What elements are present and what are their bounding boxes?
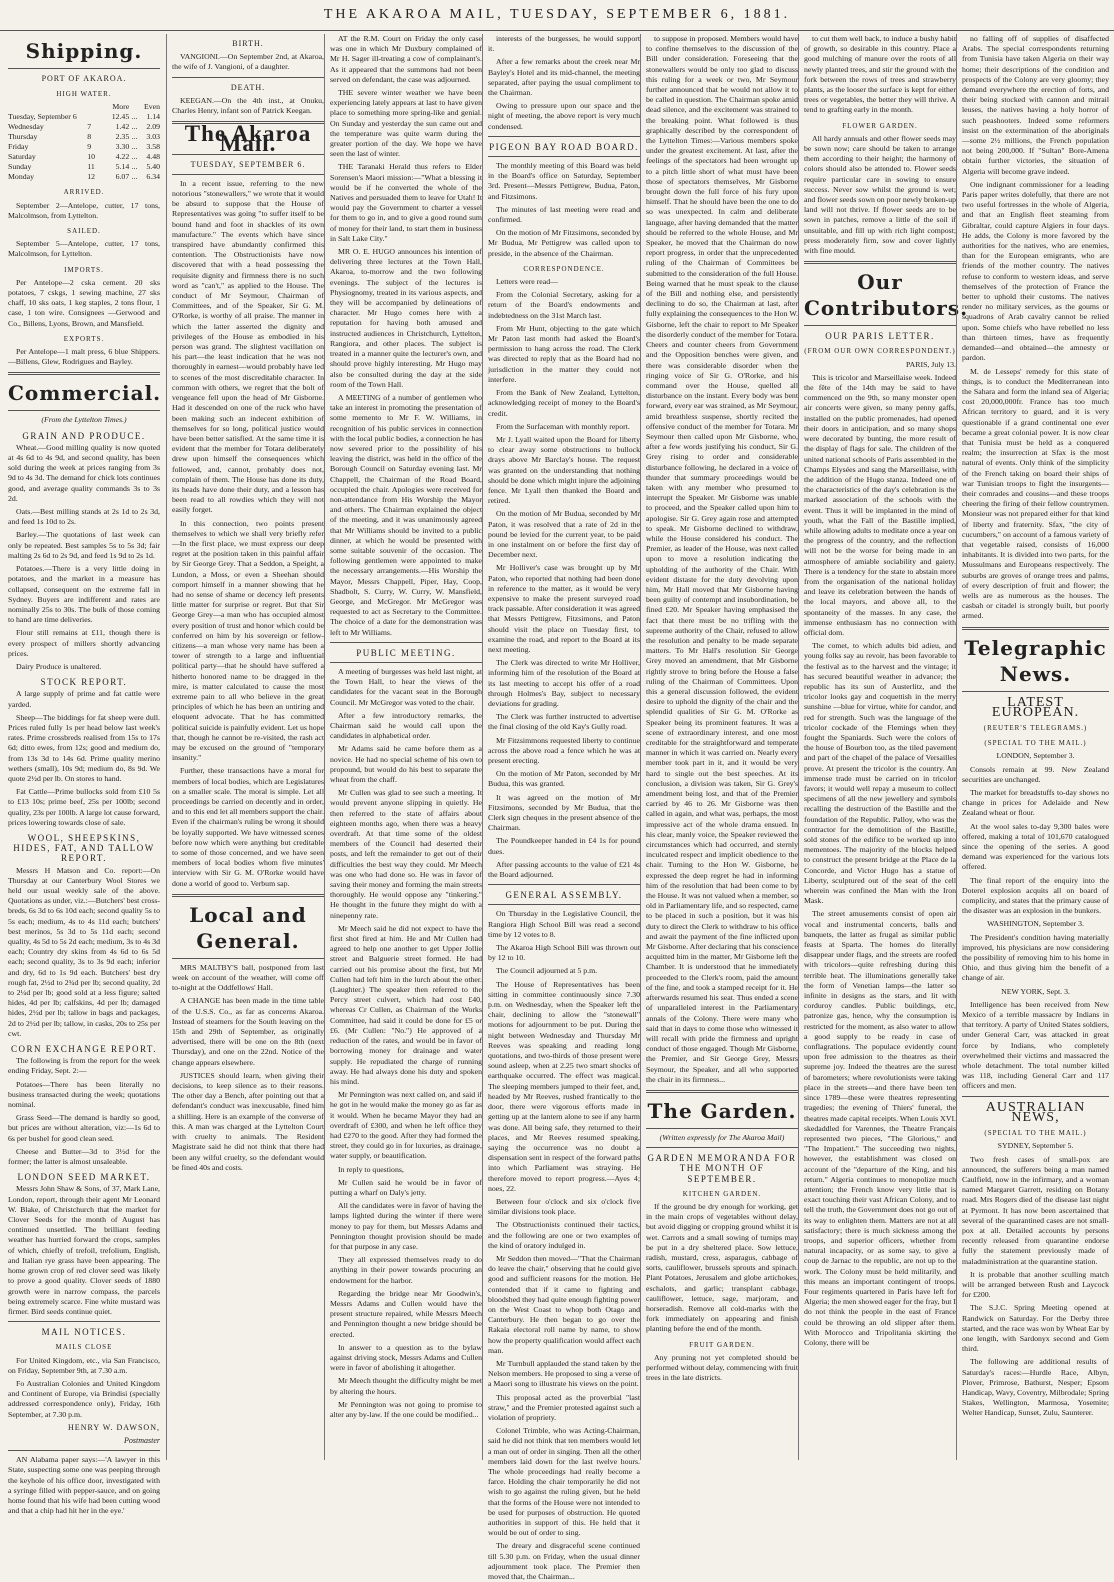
paragraph: They all expressed themselves ready to do anything in their power towards procuring an endowment for the harbor. bbox=[330, 1255, 482, 1285]
divider bbox=[646, 1090, 798, 1093]
paragraph: Messrs John Shaw & Sons, of 37, Mark Lane, London, report, through their agent Mr Leonard W. Blake, of Christchurch that the market for Clover Seeds for the month of August has continued unsettled. The brilliant feeding weather has hurried forward the crops, samples of which, chiefly of trefoil, trefolium, English, and Italian rye grass have been appearing. The home grown crop of red clover seed was likely to prove a good quality. Clover seeds of 1880 growth were in narrow compass, the parcels being extremely scarce. Fine white mustard was firmer. Bird seeds continue quiet. bbox=[8, 1184, 160, 1316]
divider bbox=[8, 372, 160, 375]
tide-day: Friday bbox=[8, 142, 29, 152]
paragraph: Fat Cattle—Prime bullocks sold from £10 5s to £13 10s; prime beef, 25s per 100lb; second quality, 23s per 100lb. A large lot cause forward, prices lowering towards close of sale. bbox=[8, 787, 160, 827]
tide-date: 11 bbox=[87, 162, 95, 172]
tide-row bbox=[8, 172, 160, 182]
mails-close: MAILS CLOSE bbox=[55, 1343, 113, 1352]
commercial-source: (From the Lyttelton Times.) bbox=[41, 415, 127, 425]
paragraph: It was agreed on the motion of Mr Fitzsimons, seconded by Mr Budua, that the Clerk sign cheques in the present absence of the Chairman. bbox=[488, 792, 640, 833]
tide-evening: 6.34 bbox=[146, 172, 160, 182]
paragraph: interests of the burgesses, he would support it. bbox=[488, 34, 640, 54]
divider bbox=[962, 1096, 1109, 1097]
tide-evening: 3.03 bbox=[146, 132, 160, 142]
paragraph: A meeting of burgesses was held last night, at the Town Hall, to hear the views of the candidates for the vacant seat in the Borough Council. Mr McGregor was voted to the chair. bbox=[330, 666, 482, 707]
tide-dots: ... bbox=[131, 112, 138, 122]
divider bbox=[172, 174, 324, 175]
leader-paragraph: In this connection, two points present themselves to which we shall very briefly refer—In the first place, we must express our deep regret at the position taken in this painful affair by Sir George Grey. That a Seddon, a Speight, a Lundon, a Moss, or even a Sheehan should comport himself in a manner showing that he had no sense of shame or decency left presents little matter for surprise or regret. But that Sir George Grey—a man who has occupied almost every position of trust and honor which could be conferred on him by his sovereign or fellow-citizens—a man whose very name has been a tower of strength to a large and influential political party—that he should have suffered a hitherto honored name to be dragged in the mire, is matter calculated to cause the most extreme pain to all who believe in the great principles of which he has been an untiring and eloquent advocate. That he has committed political suicide is painfully evident. Let us hope that, though he cannot be re-visited, the rash act may be excused on the ground of "temporary insanity." bbox=[172, 518, 325, 763]
paris-letter-date: PARIS, July 13. bbox=[906, 359, 956, 369]
divider bbox=[8, 410, 160, 411]
dateline: SYDNEY, September 5. bbox=[997, 1141, 1074, 1151]
seed-heading: LONDON SEED MARKET. bbox=[17, 1172, 151, 1183]
paragraph: Mr Pennington was not going to promise to alter any by-law. If the one could be modified... bbox=[330, 1399, 482, 1419]
sailed-heading: SAILED. bbox=[67, 227, 101, 236]
paragraph: Mr Meech said he did not expect to have the first shot fired at him. He and Mr Cullen had agreed to help one another to get Upper Jollie street and Balguerie street formed. He had carried out his promise about the first, but Mr Cullen had left him in the lurch about the other. (Laughter.) The speaker then referred to the Percy street culvert, which had cost £40, whereas Cr Cullen, as Chairman of the Works Committee, had said it could be done for £5 or £6. (Mr Cullen: "No.") He approved of a reduction of the rates, and would be in favor of borrowing money for drainage and water supply. He repudiated the charge of running away. He had always done his duty and spoken his mind. bbox=[330, 923, 482, 1086]
tide-date: 10 bbox=[87, 152, 96, 162]
tide-day: Tuesday, September 6 bbox=[8, 112, 77, 122]
leader-paragraph: Further, these transactions have a moral for members of local bodies, which are Legislatures on a smaller scale. The moral is simple. Let all proceedings be carried on decently and in order, and to this end let all members support the chair. Even if the chairman's ruling be wrong it should be loyally supported. We have witnessed scenes before now which were anything but creditable to some of those concerned, and we have seen members of local bodies whom five minutes' interview with Sir G. M. O'Rorke would have done a world of good to. Verbum sap. bbox=[172, 766, 324, 888]
paragraph: The following are additional results of Saturday's races:—Hurdle Race, Albyn, Plover, Primrose, Bathurst, Nesper; Epsom Handicap, Wavy, Coventry, Milbrodale; Spring Stakes, Wellington, Marmosa, Yosemite; Welter Handicap, Sunset, Zulu, Saunterer. bbox=[962, 1357, 1109, 1418]
tide-header-cell: More bbox=[112, 102, 130, 112]
tide-table bbox=[8, 102, 160, 182]
death-heading: DEATH. bbox=[230, 82, 266, 92]
column-3 bbox=[324, 34, 486, 1460]
paragraph: Mr Cullen was glad to see such a meeting. It would prevent anyone slipping in quietly. He then referred to the state of affairs about eighteen months ago, when there was a heavy overdraft. At that time some of the oldest members of the Council had deserted their posts, and left the remainder to get out of their difficulties the best way they could. Mr Meech was one who had done so. He was in favor of saving their money and forming the main streets thoroughly. He would oppose any "tinkering." He thought in the future they might do with a ninepenny rate. bbox=[330, 788, 482, 920]
leader-paragraph: In a recent issue, referring to the new notorious "stonewallers," we wrote that it would be absurd to suppose that the House of Representatives was going "to suffer itself to be bound hand and foot in shackles of its own manufacture." The events which have since transpired have abundantly confirmed this contention. The Obstructionists have now discovered that with a head possessing the requisite dignity and firmness there is no such word as "can't," as applied to the House. The conduct of Mr Seymour, Chairman of Committees, and of the Speaker, Sir G. M. O'Rorke, is worthy of all praise. The manner in which the latter asserted the dignity and privileges of the House as embodied in his person was grand. The slightest vacillation on his part—the least indication that he was not thoroughly in earnest—would probably have led to scenes of the most discreditable character. In common with others, we regret that the bolt of vengeance fell upon the head of Mr Gisborne. Had it descended on one of the ruck who have been making such an indecent exhibition of themselves for so long, political justice would have been better satisfied. At the same time it is evident that the member for Totara deliberately drew upon himself the consequences which followed, and, cannot, probably does not, complain of them. The House has done its duty, its heads have done their duty, and a lesson has been read to all rowdies which they will not easily forget. bbox=[172, 178, 324, 515]
tide-date: 12 bbox=[87, 172, 96, 182]
paragraph: The following is from the report for the week ending Friday, Sept. 2:— bbox=[8, 1056, 160, 1076]
tide-day: Wednesday bbox=[8, 122, 44, 132]
divider bbox=[172, 77, 324, 78]
local-heading: Local and General. bbox=[189, 902, 307, 953]
tide-evening: 5.40 bbox=[146, 162, 160, 172]
paragraph: On the motion of Mr Paton, seconded by Mr Budua, this was granted. bbox=[488, 769, 640, 789]
divider bbox=[330, 642, 482, 643]
paragraph: Mr Fitzsimmons requested liberty to continue across the above road a fence which he was at present erecting. bbox=[488, 735, 640, 765]
postmaster-title: Postmaster bbox=[124, 1435, 160, 1445]
paragraph: After passing accounts to the value of £21 4s the Board adjourned. bbox=[488, 859, 640, 880]
shipping-heading: Shipping. bbox=[25, 39, 143, 63]
paragraph: Dairy Produce is unaltered. bbox=[16, 661, 102, 671]
divider bbox=[488, 156, 640, 157]
imports-text: Per Antelope—2 cska cement. 20 sks potatoes, 7 cskgs, 1 sewing machine, 27 sks chaff, 10 sks oats, 1 keg staples, 2 tons flour, 1 case, 1 ton wire. Consignees —Gerwood and Co., Billens, Lyons, Brown, and Mansfield. bbox=[8, 277, 160, 328]
divider bbox=[488, 904, 640, 905]
tide-header-row bbox=[8, 102, 160, 112]
paragraph: MR O. E. HUGO announces his intention of delivering three lectures at the Town Hall, Akaroa, to-morrow and the two following evenings. The subject of the lectures is Physiognomy, treated in its various aspects, and they will be accompanied by delineations of character. Mr Hugo comes here with a reputation for having both amused and instructed audiences in Christchurch, Lyttelton, Rangiora, and other places. The subject is treated in a manner quite the lecturer's own, and should prove highly interesting. Mr Hugo may also be consulted during the day at the side room of the Town Hall. bbox=[330, 247, 482, 389]
paragraph: Flour still remains at £11, though there is every prospect of millers shortly advancing prices. bbox=[8, 628, 160, 658]
column-1 bbox=[8, 34, 164, 1516]
public-meeting-heading: PUBLIC MEETING. bbox=[356, 647, 456, 658]
fruit-garden-heading: FRUIT GARDEN. bbox=[689, 1340, 755, 1349]
paragraph: The President's condition having materially improved, his physicians are now considering the possibility of removing him to his home in Ohio, and thus giving him the benefit of a change of air. bbox=[962, 932, 1109, 983]
paragraph: The Obstructionists continued their tactics, and the following are one or two examples of the kind of oratory indulged in. bbox=[488, 1220, 640, 1250]
paragraph: to suppose in proposed. Members would have to confine themselves to the discussion of the Bill under consideration. Foreseeing that the stonewallers would be only too glad to discuss this ruling for a week or two, Mr Seymour further announced that he would not allow it to be called in question. The Chairman spoke amid dead silence, and the excitement was strained to the breaking point. What followed is thus graphically described by the correspondent of the Lyttelton Times:—Various members spoke under the greatest excitement. At last, after the feelings of the spectators had been wrought up to a pitch little short of what must have been those of spectators themselves, Mr Gisborne brought down the full force of his fury upon himself. That he should have been the one to do so was unexpected. In calm and deliberate language, after having demanded that the matter should be referred to the whole House, and Mr Speaker, he moved that the Chairman do now report progress, in order that the unprecedented ruling of the Chairman of Committees be submitted to the consideration of the full House. Being warned that he must speak to the clause of the Bill and nothing else, and persistently declining to do so, the Chairman at last, after fully explaining the consequences to the Hon W. Gisborne, left the chair to report to Mr Speaker the disorderly conduct of the member for Totara. Cheers and counter cheers from Government and the Opposition benches were given, and there was considerable disorder when the ringing voice of Sir G. O'Rorke, and his command over the House, quelled all disturbance on the instant. Every body was bent forward, every ear was strained, as Mr Seymour, amid breathless suspense, shortly recited the offensive conduct of the member for Totara. Mr Seymour then called upon Mr Gisborne, who, after a few words justifying his conduct, Sir G. Grey rising to order and considerable disturbance following, he declared in a voice of thunder that summary proceedings would be taken with any member who presumed to interrupt the Speaker. Mr Gisborne was unable to proceed, and the Speaker called upon him to apologise. Sir G. Grey again rose and attempted to speak. Mr Gisborne declined to withdraw, while the House considered his conduct. The Premier, as leader of the House, was next called upon to move a resolution indicating the upholding of the authority of the Chair. With evident distaste for the duty devolving upon him, Mr Hall moved that Mr Gisborne having been guilty of contempt and insubordination, be fined £20. Mr Speaker having emphasised the fact that there must be no trifling with the supreme authority of the Chair, refused to allow the resolution and penalty to be made separate matters. To Mr Hall's resolution Sir George Grey moved an amendment, that Mr Gisborne rightly strove to bring before the House a false ruling of the Chairman of Committees. Upon this a general discussion followed, the evident desire to uphold the dignity of the chair and the splendid qualities of Sir G. M. O'Rorke as Speaker being its prominent features. It was a scene of extraordinary interest, and one most creditable for the straightforward and temperate manner in which it was carried on. Nearly every member took part in it, and it would be very hard to single out the best speeches. At its conclusion, a division was taken, Sir G. Grey's amendment being lost, and that of the Premier carried by 46 to 26. Mr Gisborne was then called in again, and what was, perhaps, the most impressive act of the whole drama ensued. In his clear, manly voice, the Speaker reviewed the circumstances which had occurred, and sternly inculcated respect and implicit obedience to the chair. Turning to the Hon W. Gisborne, he expressed the deep regret he had in informing him of the resolution that had been come to by the House. It was not valued when a member, so old in Parliamentary life, and so respected, came to be placed in such a position, but it was his duty to direct the Clerk to withdraw to his office and await the payment of the fine inflicted upon Mr Gisborne. After declaring that his conscience acquitted him in the matter, Mr Gisborne left the Chamber. It is understood that he immediately proceeded to the Clerk's room, paid the amount of the fine, and took a stamped receipt for it. He afterwards resumed his seat. Thus ended a scene of unparalleled interest in the Parliamentary annals of the Colony. There were many who said that in days to come those who witnessed it will recall with pride the firmness and upright conduct of those engaged. Though Mr Gisborne, the Premier, and Sir George Grey, Messrs Seymour, the Speaker, and all who supported the chair in its firmness... bbox=[646, 34, 798, 1084]
divider bbox=[172, 958, 324, 959]
paragraph: Barley.—The quotations of last week can only be repeated. Best samples 5s to 5s 3d; fair malting 2s 6d to 2s 9d, and feed 1s 9d to 2s 1d. bbox=[8, 530, 160, 560]
paragraph: From Mr Hunt, objecting to the gate which Mr Paton last month had asked the Board's permission to hang across the road. The Clerk was directed to reply that as the Board had no jurisdiction in the matter they could not interfere. bbox=[488, 323, 640, 384]
tide-day: Monday bbox=[8, 172, 34, 182]
paragraph: From the Colonial Secretary, asking for a return of the Board's endowments and indebtedness on the 31st March last. bbox=[488, 290, 640, 320]
masthead bbox=[0, 0, 1114, 31]
column-4 bbox=[482, 34, 644, 1582]
paragraph: If the ground be dry enough for working, get in the main crops of vegetables without delay, but avoid digging or cropping ground whilst it is wet. Carrots and a small sowing of turnips may be put in a dry sheltered place. Sow lettuce, radish, mustard, cress, asparagus, cabbage of sorts, cauliflower, brussels sprouts and spinach. Plant Potatoes, Jerusalem and globe artichokes, eschalots, and garlic; transplant cabbage, cauliflower, lettuce, sage, marjoram, and horseradish. Remove all cold-marks with the fork immediately on appearing and finish planting before the end of the month. bbox=[646, 1201, 798, 1334]
paragraph: JUSTICES should learn, when giving their decisions, to keep silence as to their reasons. The other day a Bench, after pointing out that a defendant's conduct was inexcusable, fined him a shilling. Here is an example of the converse of this. A man was charged at the Lyttelton Court with cruelty to animals. The Resident Magistrate said he did not think that there had been any wilful cruelty, so the defendant would be fined 40s and costs. bbox=[172, 1070, 324, 1172]
paragraph: After a few introductory remarks, the Chairman said he would call upon the candidates in alphabetical order. bbox=[330, 710, 482, 741]
paragraph: no falling off of supplies of disaffected Arabs. The special correspondents returning from Tunisia have taken Algeria on their way home; their descriptions of the condition and prospects of the Colony are very gloomy; they demand everywhere the erection of forts, and their being stocked with cannon and mitrail leuses, the natives having a holy horror of such peashooters. Indeed some reformers insist on the extermination of the aboriginals—some 2½ millions, the French population not being 200,000. If "Sultan" Bore-Amena obtain further victories, the situation of Algeria will become grave indeed. bbox=[962, 34, 1109, 176]
tide-evening: 4.48 bbox=[146, 152, 160, 162]
column-2 bbox=[166, 34, 328, 1460]
tide-date: 9 bbox=[87, 142, 92, 152]
divider bbox=[962, 627, 1109, 630]
garden-source: (Written expressly for The Akaroa Mail) bbox=[659, 1132, 785, 1142]
paris-letter-source: (FROM OUR OWN CORRESPONDENT.) bbox=[804, 347, 956, 356]
paragraph: to cut them well back, to induce a bushy habit of growth, so desirable in this country. Place a good mulching of manure over the roots of all newly planted trees, and stir the ground with the fork between the rows of trees and strawberry plants, as the looser the surface is kept for either trees or vegetables, the better they will thrive. A tend to grafting early in the month. bbox=[804, 34, 956, 115]
paragraph: THE Taranaki Herald thus refers to Elder Sorensen's Maori mission:—"What a blessing it would be if he converted the whole of the Natives and persuaded them to leave for Utah! It would pay the Government to charter a vessel for them to go in, and to give a good round sum of money for their land, to start them in business in Salt Lake City." bbox=[330, 162, 482, 243]
paragraph: The Poundkeeper handed in £4 1s for pound dues. bbox=[488, 836, 640, 856]
correspondence-heading: CORRESPONDENCE. bbox=[523, 264, 605, 273]
divider bbox=[804, 261, 956, 264]
paragraph: MRS MALTBY'S ball, postponed from last week on account of the weather, will come off to-night at the Oddfellows' Hall. bbox=[172, 962, 324, 993]
tide-row bbox=[8, 112, 160, 122]
paragraph: Between four o'clock and six o'clock five similar divisions took place. bbox=[488, 1196, 640, 1217]
paragraph: This is tricolor and Marseillaise week. Indeed the fête of the 14th may be said to have commenced on the 9th, so many monster open air concerts were given, so many penny gaffs, installed on the public promenades, had opened their doors in anticipation, and so many shops were decorated by bunting, the more result of the display of flags for sale. The children of the united national schools of Paris assembled in the Champs Elysées and sang the Marseillaise, with the addition of the Hugo stanza. Indeed one of the characteristics of the day's celebration is the marked association of the schools with the event. Thus it will be implanted in the mind of youth, what the Fall of the Bastille implied, while allowing adults to meditate once a year on the progress of the country, and the reflection will not be the worse for being made in an atmosphere of amiable sociability and gaiety. There is a tendency for the state to abstain more from the organisation of the national holiday and leave its celebration between the hands of the local mayors, and above all, to the spontaneity of the masses. In any case, the immense enthusiasm has no connection with official dom. bbox=[804, 372, 956, 637]
australian-news-heading: AUSTRALIAN NEWS, bbox=[985, 1099, 1086, 1125]
paragraph: In reply to questions, bbox=[338, 1164, 404, 1174]
paragraph: Any pruning not yet completed should be performed without delay, commencing with fruit trees in the late districts. bbox=[646, 1352, 798, 1383]
paragraph: For United Kingdom, etc., via San Francisco, on Friday, September 9th, at 7.30 a.m. bbox=[8, 1355, 160, 1375]
tide-morning: 12.45 bbox=[111, 112, 130, 122]
grain-report bbox=[8, 443, 160, 672]
divider bbox=[962, 691, 1109, 692]
tide-dots: ... bbox=[131, 132, 138, 142]
paragraph: Oats.—Best milling stands at 2s 1d to 2s 3d, and feed 1s 10d to 2s. bbox=[8, 507, 160, 527]
paragraph: The monthly meeting of this Board was held in the Board's office on Saturday, September 3rd. Present—Messrs Pettigrew, Budua, Paton, and Fitzsimons. bbox=[488, 161, 640, 201]
paragraph: The market for breadstuffs to-day shows no change in prices for Adelaide and New Zealand wheat or flour. bbox=[962, 788, 1109, 818]
tide-date: 8 bbox=[87, 132, 92, 142]
paragraph: Mr Seddon then moved—"That the Chairman do leave the chair," observing that he could give good and sufficient reasons for the motion. He contended that if it came to fighting and bloodshed they had quite enough fighting power on the West Coast to whop both Otago and Canterbury. He then began to go over the Rakaia electoral roll name by name, to show how the property qualification would affect each man. bbox=[488, 1253, 640, 1355]
paragraph: Wheat.—Good milling quality is now quoted at 4s 6d to 4s 9d, and second quality, has been sold during the week at prices ranging from 3s 9d to 4s 3d. The demand for chick lots continues good, and average quality commands 3s to 3s 2d. bbox=[8, 442, 160, 503]
death-notice: KEEGAN.—On the 4th inst., at Onuku, Charles Henry, infant son of Patrick Keegan. bbox=[172, 95, 324, 116]
tide-row bbox=[8, 122, 160, 132]
paragraph: The Akaroa High School Bill was thrown out by 12 to 10. bbox=[488, 943, 640, 963]
paragraph: The street amusements consist of open air vocal and instrumental concerts, balls and banquets, the latter as frugal as similar public feasts at Sparta. The homes do literally disappear under flags, and the streets are roofed with tricolors—quite refreshing during this terrible heat. The illuminations generally take the form of Venetian lamps—the latter so infinite in designs as the stars, and lit with corduroy candles. Public buildings, etc, patronize gas, hence, why the consumption is restricted for the moment, as also water to allow a good supply to be ready in case of conflagrations. The populace evidently count upon free admission to the theatres as their supreme joy. Indeed the theatres are the surest of barometers; where revolutionists were taking place in the streets—and there have been ten since 1789—these were theatres representing tragedies; the evening of Thiers' funeral, the theatres made capital receipts. When Louis XVI. skedaddled for Varennes, the Theatre Français represented two pieces, "The Glorious," and "The Impatient." The succeeding two nights, however, the establishment was closed on account of the "departure of the King, and his return." Algeria continues to monopolize much attention; the French know very little that is exact touching their vast African Colony, and to tell the truth, the Government does not go out of its way to enlighten them. Matters are not at all satisfactory; there is much sickness among the troops, and superior officers, whether from natural incapacity, or as some say, to give a coup de Jarnac to the republic, are not up to the work. The Colony must be held militarily, and this means an important contingent of troops. Four regiments quartered in Paris have left for Algeria; the men showed eager for the fray, but I do not think the people in the east of France could be throwing an old slipper after them. With Morocco and Tripolitania skirting the Colony, there will be bbox=[804, 909, 956, 1347]
paragraph: Intelligence has been received from New Mexico of a terrible massacre by Indians in that territory. A party of United States soldiers, under General Carr, was attacked in great force by Indians, who completely overwhelmed their victims and massacred the whole detachment. The total number killed was 118, including General Carr and 117 officers and men. bbox=[962, 999, 1109, 1091]
paragraph: M. de Lesseps' remedy for this state of things, is to conduct the Mediterranean into the Sahara and form the inland sea of Algeria; cost 20,000,000fr. France has too much African territory to guard, and it is very questionable if a grand continental one ever became a great colonial power. It is now clear that Tunisia must be held as a conquered realm; the insurrection at Sfax is the most natural of events. Only think of the simplicity of the French taking on board their ships of war Tunisian troops to fight the insurgents—their comrades and cousins—and these troops cheering the firing of their fellow countrymen. Monsieur was not prepared either for that kind of liberty and fraternity. Sfax, "the city of cucumbers," on account of a famous variety of that vegetable raised, consists of 16,000 inhabitants. It is divided into two parts, for the Mussulmans and Europeans respectively. The suburbs are groves of orange trees and palms, of every description of fruit and flower; the wells are as numerous as the houses. The casbah or citadel is strongly built, but poorly armed. bbox=[962, 366, 1109, 621]
tide-dots: ... bbox=[131, 152, 138, 162]
pigeon-bay-heading: PIGEON BAY ROAD BOARD. bbox=[489, 141, 639, 152]
paragraph: On the motion of Mr Fitzsimons, seconded by Mr Budua, Mr Pettigrew was called upon to preside, in the absence of the Chairman. bbox=[488, 228, 640, 258]
tide-dots: ... bbox=[131, 172, 138, 182]
paragraph: This proposal acted as the proverbial "last straw," and the Premier protested against such a violation of propriety. bbox=[488, 1392, 640, 1422]
paragraph: All the candidates were in favor of having the lamps lighted during the winter if there were money to pay for them, but Messrs Adams and Pennington thought provision should be made for that purpose in any case. bbox=[330, 1201, 482, 1251]
paragraph: The final report of the enquiry into the Doterel explosion acquits all on board of complicity, and states that the primary cause of the disaster was an explosion in the bunkers. bbox=[962, 875, 1109, 916]
paragraph: It is probable that another sculling match will be arranged between Rush and Laycock for £200. bbox=[962, 1269, 1109, 1300]
date-line: TUESDAY, SEPTEMBER 6. bbox=[190, 159, 306, 169]
tide-morning: 2.35 bbox=[115, 132, 130, 142]
tide-dots: ... bbox=[131, 162, 138, 172]
paragraph: AN Alabama paper says:—'A lawyer in this State, suspecting some one was peeping through the keyhole of his office door, investigated with a syringe filled with pepper-sauce, and on going home found that his wife had been cutting wood and that a chip had hit her in the eye.' bbox=[8, 1455, 160, 1516]
paragraph: After a few remarks about the creek near Mr Bayley's Hotel and its mid-channel, the meeting separated, after paying the usual compliment to the Chairman. bbox=[488, 57, 640, 98]
postmaster-name: HENRY W. DAWSON, bbox=[68, 1422, 160, 1432]
newspaper-columns bbox=[8, 34, 1109, 1582]
tide-row bbox=[8, 142, 160, 152]
divider bbox=[488, 884, 640, 885]
tide-day: Thursday bbox=[8, 132, 38, 142]
stock-heading: STOCK REPORT. bbox=[40, 677, 128, 688]
paragraph: Mr Holliver's case was brought up by Mr Paton, who reported that nothing had been done in reference to the matter, as it would be very expensive to make the present surveyed road track passable. After consideration it was agreed that Messrs Pettigrew, Fitzsimons, and Paton should visit the place on Tuesday first, to examine the road, and report to the Board at its next meeting. bbox=[488, 563, 640, 654]
special-line: (SPECIAL TO THE MAIL.) bbox=[984, 739, 1087, 748]
paragraph: From the Bank of New Zealand, Lyttelton, acknowledging receipt of money to the Board's credit. bbox=[488, 388, 640, 418]
arrived-text: September 2—Antelope, cutter, 17 tons, Malcolmson, from Lyttelton. bbox=[8, 200, 160, 220]
tide-dots: ... bbox=[131, 142, 138, 152]
dateline: NEW YORK, Sept. 3. bbox=[1001, 986, 1070, 996]
tide-header-cell bbox=[8, 102, 105, 112]
paris-letter-title: OUR PARIS LETTER. bbox=[825, 331, 935, 342]
commercial-heading: Commercial. bbox=[8, 381, 162, 406]
paragraph: Mr Adams said he came before them as a novice. He had no special scheme of his own to propound, but would do his best to separate the wheat from the chaff. bbox=[330, 744, 482, 785]
paragraph: Two fresh cases of small-pox are announced, the sufferers being a man named Caulfield, now in the infirmary, and a woman named Margaret Garrett, residing on Botany road. Mrs Rogers died of the disease last night at Pyrmont. It has now been ascertained that several of the quarantined cases are not small-pox at all. Detailed accounts by persons recently released from quarantine endorse fully the statement previously made of maladministration at the quarantine station. bbox=[962, 1154, 1109, 1266]
paragraph: The minutes of last meeting were read and confirmed. bbox=[488, 204, 640, 225]
paragraph: Potatoes—There has been literally no business transacted during the week; quotations nominal. bbox=[8, 1079, 160, 1110]
paragraph: AT the R.M. Court on Friday the only case was one in which Mr Duxbury complained of Mr H. Sager ill-treating a cow of complainant's. As it appeared that the summons had not been served on defendant, the case was adjourned. bbox=[330, 34, 482, 84]
paragraph: In answer to a question as to the bylaw against driving stock, Messrs Adams and Cullen were in favor of abolishing it altogether. bbox=[330, 1342, 482, 1373]
paragraph: The comet, to which adults bid adieu, and young folks say au revoir, has been favorable to the festival as to the harvest and the vintage; it has secured beautiful weather in advance; the republic has its sun of Austerlitz, and the tricolor looks gay and coquettish in the merry sunshine —blue for virtue, white for candor, and red for strength. Such was the language of the tricolor cockade of the Flemings when they fought the Spaniards. Such were the colors of the house of Bourbon too, as the tiled pavement and part of the chapel of the palace of Versailles prove. At present the tricolor is the country. An immense trade must be carried on in tricolor favors; it would well repay a museum to collect specimens of all the new jewellery and symbols recalling the destruction of the Bastille and the foundation of the Republic. Palloy, who was the contractor for the demolition of the Bastille, sold stones of the edifice to be worked up into mementoes. The majority of the blocks helped to construct the present bridge at the Place de la Concorde, and Victor Hugo has a statue of Liberty, sculptured out of the seat of the cell wherein was confined the Man with the Iron Mask. bbox=[804, 641, 956, 906]
paragraph: Potatoes.—There is a very little doing in potatoes, and the market in a measure has collapsed, consequent on the extreme fall in Sydney. Buyers are indifferent and rates are nominally 25s to 30s. The bulk of those coming to hand are time deliveries. bbox=[8, 564, 160, 625]
column-6 bbox=[798, 34, 969, 1460]
exports-text: Per Antelope—1 malt press, 6 blue Shippers.—Billens, Glew, Rodrigues and Bayley. bbox=[8, 347, 160, 367]
paragraph: At the wool sales to-day 9,300 bales were offered, making a total of 101,670 catalogued since the opening of the series. A good demand was experienced for the various lots offered. bbox=[962, 821, 1109, 872]
column-5 bbox=[640, 34, 802, 1460]
dateline: LONDON, September 3. bbox=[996, 751, 1075, 761]
tide-dots: ... bbox=[131, 122, 138, 132]
high-water-heading: HIGH WATER. bbox=[56, 90, 112, 99]
paragraph: Fo Australian Colonies and United Kingdom and Continent of Europe, via Brindisi (specially addressed correspondence only), Friday, 16th September, at 7.30 p.m. bbox=[8, 1378, 160, 1419]
paragraph: Colonel Trimble, who was Acting-Chairman, said he did not think that ten members would let a man out of order in singing. Then all the other members laid down for the last twelve hours. The whole proceedings had really become a farce. Holding the chair temporarily he did not wish to go against the ruling given, but he held that the forms of the House were not intended to be used for purposes of obstruction. He quoted authorities in support of this. He held that it would be out of order to sing. bbox=[488, 1426, 640, 1538]
divider bbox=[8, 1321, 160, 1322]
divider bbox=[804, 325, 956, 326]
paragraph: Grass Seed—The demand is hardly so good, but prices are without alteration, viz:—1s 6d to 6s per bushel for good clean seed. bbox=[8, 1113, 160, 1143]
paragraph: The House of Representatives has been sitting in committee continuously since 7.30 p.m. on Wednesday, when the Speaker left the chair, declining to allow the "stonewall" motions for adjournment to be put. During the night between Wednesday and Thursday Mr Reeves was speaking and reading long quotations, and two-thirds of those present were sound asleep, when at 2.25 two smart shocks of earthquake occurred. The effect was magical. The sleeping members jumped to their feet, and, headed by Mr Reeves, rushed frantically to the door, there were vigorous efforts made in getting up at the lantern alone to see if any harm was done. All being safe, they returned to their places, and Mr Reeves resumed speaking, saying the occurrence was no doubt a dispensation sent in respect of the forward paths into which Parliament was straying. He therefore moved to report progress.—Ayes 4; noes, 22. bbox=[488, 979, 640, 1193]
kitchen-garden-heading: KITCHEN GARDEN. bbox=[682, 1189, 762, 1198]
tide-evening: 1.14 bbox=[146, 112, 160, 122]
tide-morning: 3.30 bbox=[115, 142, 130, 152]
sailed-text: September 5—Antelope, cutter, 17 tons, Malcolmson, for Lyttelton. bbox=[8, 239, 160, 259]
tide-evening: 2.09 bbox=[146, 122, 160, 132]
paragraph: Mr Turnbull applauded the stand taken by the Nelson members. He proposed to sing a verse of a Maori song to illustrate his views on the point. bbox=[488, 1358, 640, 1389]
divider bbox=[646, 1147, 798, 1148]
paragraph: The Clerk was further instructed to advertise the final closing of the old Kay's Gully road. bbox=[488, 712, 640, 732]
paragraph: The Clerk was directed to write Mr Holliver, informing him of the resolution of the Board at its last meeting to accept his offer of a road through Holmes's Bay, subject to necessary deviations for grading. bbox=[488, 658, 640, 708]
divider bbox=[330, 662, 482, 663]
paragraph: A CHANGE has been made in the time table of the U.S.S. Co., as far as concerns Akaroa. Instead of steamers for the South leaving on the 15th and 29th of September, as originally advertised, there will be one on the 8th (next Thursday), and one on the 22nd. Notice of the change appears elsewhere. bbox=[172, 996, 324, 1067]
contributors-heading: Our Contributors. bbox=[804, 270, 969, 321]
tide-morning: 6.07 bbox=[115, 172, 130, 182]
tide-morning: 1.42 bbox=[115, 122, 130, 132]
paragraph: The Council adjourned at 5 p.m. bbox=[496, 966, 598, 976]
mail-heading: MAIL NOTICES. bbox=[41, 1327, 127, 1338]
masthead-title: THE AKAROA MAIL, TUESDAY, SEPTEMBER 6, 1881. bbox=[323, 7, 791, 22]
paragraph: Mr Meech thought the difficulty might be met by altering the hours. bbox=[330, 1376, 482, 1396]
paragraph: One indignant commissioner for a leading Paris paper writes dolefully, that there are not two useful fortresses in the whole of Algeria, and that an English fleet steaming from Gibraltar, could capture Algiers in four days. He adds, the Colony is more favored by the authorities for the natives, who are enemies, than for the European emigrants, who are friends of the mother country. The natives refuse to conform to western ideas, and serve themselves of the protection of France the better to uphold their customs. The natives render no military services, as the goums or squadrons of Arab cavalry cannot be relied upon. Some chiefs who have rebelled no less than thirteen times, have as frequently demanded—and obtained—the amnesty or pardon. bbox=[962, 179, 1109, 363]
paragraph: On the motion of Mr Budua, seconded by Mr Paton, it was resolved that a rate of 2d in the pound be levied for the current year, to be paid in one instalment on or before the first day of December next. bbox=[488, 509, 640, 560]
paragraph: The dreary and disgraceful scene continued till 5.30 p.m. on Friday, when the usual dinner adjournment took place. The Premier then moved that, the Chairman... bbox=[488, 1541, 640, 1582]
paragraph: Mr Cullen said he would be in favor of putting a wharf on Daly's jetty. bbox=[330, 1177, 482, 1197]
divider bbox=[488, 136, 640, 137]
tide-header-cell bbox=[129, 102, 137, 112]
paragraph: On Thursday in the Legislative Council, the Rangiora High School Bill was read a second time by 12 votes to 8. bbox=[488, 909, 640, 939]
paragraph: Mr J. Lyall waited upon the Board for liberty to clear away some obstructions to bullock drays above Mr Barclay's house. The request was granted on the understanding that nothing should be done which might injure the adjoining fence. Mr Lyall then thanked the Board and retired. bbox=[488, 434, 640, 506]
tide-row bbox=[8, 152, 160, 162]
paragraph: From the Surfaceman with monthly report. bbox=[496, 421, 630, 431]
paragraph: The S.J.C. Spring Meeting opened at Randwick on Saturday. For the Derby three started, and the race was won by Wheat Ear by one length, with Sardonyx second and Gem third. bbox=[962, 1303, 1109, 1354]
port-heading: PORT OF AKAROA. bbox=[41, 74, 127, 83]
garden-title: GARDEN MEMORANDA FOR THE MONTH OF SEPTEMBER. bbox=[647, 1153, 797, 1184]
paragraph: A MEETING of a number of gentlemen who take an interest in promoting the presentation of some memento to Mr F. W. Williams, in recognition of his public services in connection with the local public bodies, a connection he has now severed prior to the possibility of his leaving the district, was held in the office of the Borough Council on Saturday evening last. Mr Chappell, the Chairman of the Road Board, occupied the chair. Apologies were received for non-attendance from His Worship the Mayor and others. The Chairman explained the object of the meeting, and it was unanimously agreed that Mr Williams should be invited to a public dinner, at which he would be presented with some suitable souvenir of the occasion. The following gentlemen were appointed to make the necessary arrangements.—His Worship the Mayor, Messrs Chappell, Piper, Hay, Coop, Shadbolt, S. Curry, W. Curry, W. Mansfield, George, and McGregor. Mr McGregor was requested to act as Secretary to the Committee. The choice of a date for the demonstration was left to Mr Williams. bbox=[330, 392, 482, 637]
exports-heading: EXPORTS. bbox=[63, 334, 105, 343]
paragraph: All hardy annuals and other flower seeds may be sown now; care should be taken to arrange them according to their height; the harmony of colors should also be attended to. Flower seeds require particular care in sowing to ensure success. Never sow whilst the ground is wet; and flower seeds sown on poor newly broken-up land will not thrive. If flower seeds are to be sown in patches, remove a little of the soil if unsuitable, and fill up with rich light compost; press moderately firm, sow and cover lightly with fine mould. bbox=[804, 133, 956, 256]
latest-european-heading: LATEST EUROPEAN. bbox=[991, 694, 1080, 720]
divider bbox=[646, 1128, 798, 1129]
tide-row bbox=[8, 162, 160, 172]
wool-heading: WOOL, SHEEPSKINS, HIDES, FAT, AND TALLOW REPORT. bbox=[13, 832, 155, 864]
divider bbox=[8, 1450, 160, 1451]
paragraph: Consols remain at 99. New Zealand securities are unchanged. bbox=[962, 764, 1109, 784]
flower-garden-heading: FLOWER GARDEN. bbox=[842, 121, 918, 130]
tide-day: Sunday bbox=[8, 162, 32, 172]
paragraph: Sheep—The biddings for fat sheep were dull. Prices ruled fully 1s per head below last week's rates. Prime crossbreds realised from 15s to 17s 6d; ditto ewes, from 12s; good and medium do, from 13s 3d to 14s 6d. Prime quality merino wethers (small), 10s 9d; medium do, 8s 9d. We quote 2½d per lb. On stores to hand. bbox=[8, 712, 160, 783]
australian-special-line: (SPECIAL TO THE MAIL.) bbox=[984, 1129, 1087, 1138]
paragraph: Mr Pennington was next called on, and said if he got in he would make the money go as far as it would. When he became Mayor they had an overdraft of £300, and when he left office they had £270 to the good. After they had formed the street, they could go in for luxuries, as drainage, water supply, or beautification. bbox=[330, 1090, 482, 1161]
garden-heading: The Garden. bbox=[647, 1098, 797, 1123]
tide-morning: 5.14 bbox=[115, 162, 130, 172]
tide-evening: 3.58 bbox=[146, 142, 160, 152]
column-7 bbox=[956, 34, 1109, 1460]
paragraph: Cheese and Butter—3d to 3½d for the former; the latter is almost unsaleable. bbox=[8, 1146, 160, 1167]
divider bbox=[172, 894, 324, 897]
divider bbox=[8, 68, 160, 69]
paragraph: Messrs H Matson and Co. report:—On Thursday at our Canterbury Wool Stores we held our usual weekly sale of the above. Quotations as under, viz.:—Butchers' best cross-breds, 6s 3d to 6s 10d each; second quality 5s to 5s each; medium, 4s to 4s 11d each; butchers' best merinos, 5s 3d to 5s 11d each; second quality, 4s 5d to 5s 2d each; medium, 3s to 4s 3d each; Country dry skins from 4s 6d to 6s 5d each; second quality, 3s to 3s 9d each; inferior and dry, 6d to 1s 9d each. Butchers' best dry rough fat, 2½d to 2¾d per lb; second quality, 2d to 2¼d per lb; good sold at a less figure; salted hides, 4d per lb; calfskins, 4d per lb; damaged hides, 2½d per lb; tallow in bags and packages, 2d to 2½d per lb; tallow, in casks, 20s to 25s per cwt. bbox=[8, 865, 160, 1038]
birth-heading: BIRTH. bbox=[232, 39, 264, 48]
tide-row bbox=[8, 132, 160, 142]
paragraph: A large supply of prime and fat cattle were yarded. bbox=[8, 689, 160, 709]
paper-title: The Akaroa Mail. bbox=[184, 121, 312, 157]
reuter-line: (REUTER'S TELEGRAMS.) bbox=[983, 723, 1088, 732]
paragraph: Owing to pressure upon our space and the night of meeting, the above report is very much condensed. bbox=[488, 101, 640, 131]
tide-morning: 4.22 bbox=[115, 152, 130, 162]
dateline: WASHINGTON, September 3. bbox=[987, 919, 1084, 929]
paragraph: Regarding the bridge near Mr Goodwin's, Messrs Adams and Cullen would have the present structure repaired, while Messrs Meech and Pennington thought a new bridge should be erected. bbox=[330, 1288, 482, 1339]
tide-day: Saturday bbox=[8, 152, 36, 162]
grain-heading: GRAIN AND PRODUCE. bbox=[22, 430, 146, 441]
arrived-heading: ARRIVED. bbox=[63, 188, 105, 197]
imports-heading: IMPORTS. bbox=[64, 265, 104, 274]
tide-date: 7 bbox=[87, 122, 92, 132]
corn-heading: CORN EXCHANGE REPORT. bbox=[10, 1044, 158, 1055]
tide-header-cell: Even bbox=[143, 102, 160, 112]
telegraphic-heading: Telegraphic News. bbox=[964, 635, 1107, 686]
birth-notice: VANGIONI.—On September 2nd, at Akaroa, the wife of J. Vangioni, of a daughter. bbox=[172, 52, 324, 72]
general-assembly-heading: GENERAL ASSEMBLY. bbox=[505, 890, 623, 901]
paragraph: Letters were read— bbox=[496, 277, 558, 287]
paragraph: THE severe winter weather we have been experiencing lately appears at last to have given place to something more spring-like and genial. On Sunday and yesterday the sun came out and the temperature was quite warm during the greater portion of the day. We hope we have seen the last of winter. bbox=[330, 88, 482, 159]
